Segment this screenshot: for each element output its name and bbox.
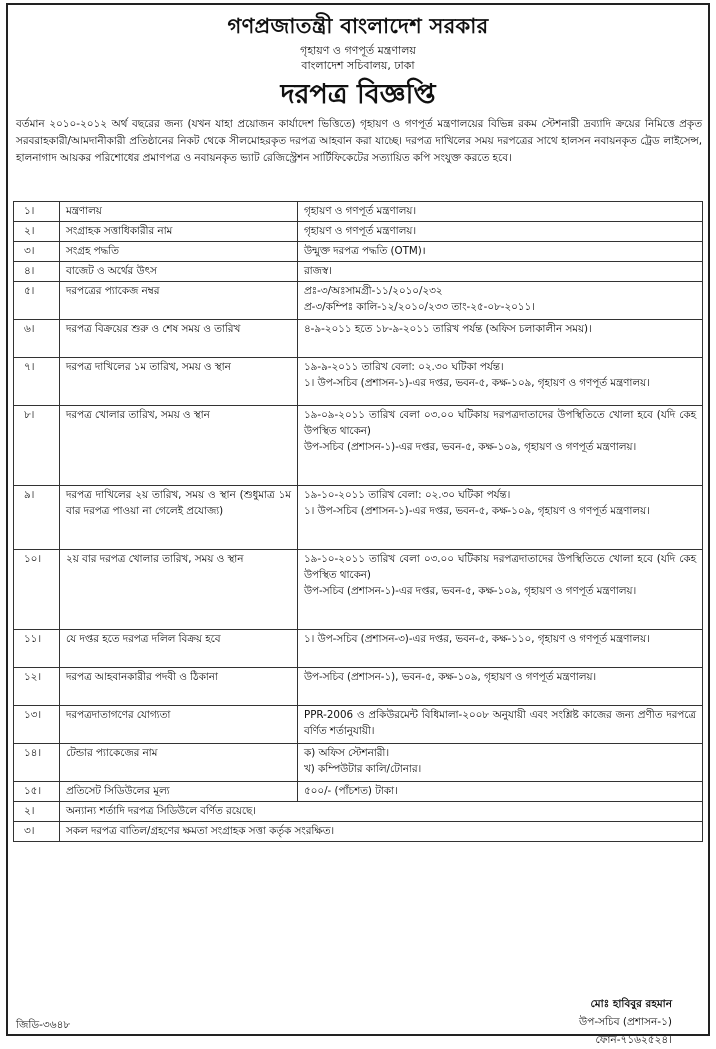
row-value: ১৯-০৯-২০১১ তারিখ বেলা ০৩.০০ ঘটিকায় দরপত্রদাতাদের উপস্থিতিতে খোলা হবে (যদি কেহ উপস্থিত থাকেন) উপ-সচিব (প্রশাসন-১)-এর দপ্তর, ভবন-৫, কক্ষ-১০৯, গৃহায়ণ ও গণপূর্ত মন্ত্রণালয়।	[298, 406, 703, 486]
note-row	[14, 802, 703, 822]
table-row	[14, 630, 703, 668]
row-item: প্রতিসেট সিডিউলের মূল্য	[60, 782, 298, 802]
table-row	[14, 202, 703, 222]
row-number: ৯।	[14, 486, 60, 550]
row-number: ৮।	[14, 406, 60, 486]
row-value: PPR-2006 ও প্রকিউরমেন্ট বিধিমালা-২০০৮ অনুযায়ী এবং সংশ্লিষ্ট কাজের জন্য প্রণীত দরপত্রে বর্ণিত শর্তানুযায়ী।	[298, 706, 703, 744]
note-number: ২।	[14, 802, 60, 822]
row-number: ৬।	[14, 320, 60, 358]
table-row	[14, 262, 703, 282]
row-number: ৫।	[14, 282, 60, 320]
row-item: সংগ্রহ পদ্ধতি	[60, 242, 298, 262]
note-text: অন্যান্য শর্তাদি দরপত্র সিডিউলে বর্ণিত রয়েছে।	[60, 802, 703, 822]
row-number: ১।	[14, 202, 60, 222]
row-item: দরপত্র বিক্রয়ের শুরু ও শেষ সময় ও তারিখ	[60, 320, 298, 358]
table-row	[14, 744, 703, 782]
table-row	[14, 222, 703, 242]
row-value: ১। উপ-সচিব (প্রশাসন-৩)-এর দপ্তর, ভবন-৫, কক্ষ-১১০, গৃহায়ণ ও গণপূর্ত মন্ত্রণালয়।	[298, 630, 703, 668]
row-item: সংগ্রাহক সত্তাধিকারীর নাম	[60, 222, 298, 242]
note-number: ৩।	[14, 822, 60, 842]
signatory-phone: ফোন-৭১৬২৫২৪।	[595, 1034, 672, 1046]
row-item: বাজেট ও অর্থের উৎস	[60, 262, 298, 282]
row-item: মন্ত্রণালয়	[60, 202, 298, 222]
table-row	[14, 282, 703, 320]
table-row	[14, 242, 703, 262]
row-value: গৃহায়ণ ও গণপূর্ত মন্ত্রণালয়।	[298, 222, 703, 242]
notice-header	[8, 13, 708, 113]
row-item: টেন্ডার প্যাকেজের নাম	[60, 744, 298, 782]
row-number: ১৫।	[14, 782, 60, 802]
table-row	[14, 406, 703, 486]
intro-paragraph: বর্তমান ২০১০-২০১২ অর্থ বছরের জন্য (যখন যাহা প্রয়োজন কার্যাদেশ ভিত্তিতে) গৃহায়ণ ও গণপূর্ত মন্ত্রণালয়ের বিভিন্ন রকম স্টেশনারী দ্রব্যাদি ক্রয়ের নিমিত্তে প্রকৃত সরবরাহকারী/আমদানীকারী প্রতিষ্ঠানের নিকট থেকে সীলমোহরকৃত দরপত্র আহবান করা যাচ্ছে। দরপত্র দাখিলের সময় দরপত্রের সাথে হালসন নবায়নকৃত ট্রেড লাইসেন্স, হালনাগাদ আয়কর পরিশোধের প্রমাণপত্র ও নবায়নকৃত ভ্যাট রেজিস্ট্রেশন সার্টিফিকেটের সত্যায়িত কপি সংযুক্ত করতে হবে।	[16, 118, 702, 164]
row-item: দরপত্র দাখিলের ১ম তারিখ, সময় ও স্থান	[60, 358, 298, 406]
gd-reference: জিডি-৩৬৪৮	[16, 1019, 71, 1031]
tender-details-table	[13, 201, 703, 842]
row-item: দরপত্র দাখিলের ২য় তারিখ, সময় ও স্থান (শুধুমাত্র ১ম বার দরপত্র পাওয়া না গেলেই প্রযোজ্য)	[60, 486, 298, 550]
table-row	[14, 358, 703, 406]
signatory-name: মোঃ হাবিবুর রহমান	[590, 998, 672, 1010]
row-value: ১৯-১০-২০১১ তারিখ বেলা ০৩.০০ ঘটিকায় দরপত্রদাতাদের উপস্থিতিতে খোলা হবে (যদি কেহ উপস্থিত থাকেন) উপ-সচিব (প্রশাসন-১)-এর দপ্তর, ভবন-৫, কক্ষ-১০৯, গৃহায়ণ ও গণপূর্ত মন্ত্রণালয়।	[298, 550, 703, 630]
row-value: ১৯-৯-২০১১ তারিখ বেলা: ০২.৩০ ঘটিকা পর্যন্ত। ১। উপ-সচিব (প্রশাসন-১)-এর দপ্তর, ভবন-৫, কক্ষ-১০৯, গৃহায়ণ ও গণপূর্ত মন্ত্রণালয়।	[298, 358, 703, 406]
row-item: দরপত্র খোলার তারিখ, সময় ও স্থান	[60, 406, 298, 486]
row-value: রাজস্ব।	[298, 262, 703, 282]
row-item: দরপত্রদাতাগণের যোগ্যতা	[60, 706, 298, 744]
row-value: ১৯-১০-২০১১ তারিখ বেলা: ০২.৩০ ঘটিকা পর্যন্ত। ১। উপ-সচিব (প্রশাসন-১)-এর দপ্তর, ভবন-৫, কক্ষ-১০৯, গৃহায়ণ ও গণপূর্ত মন্ত্রণালয়।	[298, 486, 703, 550]
row-value: ৪-৯-২০১১ হতে ১৮-৯-২০১১ তারিখ পর্যন্ত (অফিস চলাকালীন সময়)।	[298, 320, 703, 358]
table-row	[14, 320, 703, 358]
row-item: দরপত্র আহবানকারীর পদবী ও ঠিকানা	[60, 668, 298, 706]
table-row	[14, 668, 703, 706]
table-row	[14, 550, 703, 630]
ministry-location: বাংলাদেশ সচিবালয়, ঢাকা	[301, 59, 415, 72]
ministry-name: গৃহায়ণ ও গণপূর্ত মন্ত্রণালয়	[300, 44, 416, 57]
row-value: উন্মুক্ত দরপত্র পদ্ধতি (OTM)।	[298, 242, 703, 262]
row-item: দরপত্রের প্যাকেজ নম্বর	[60, 282, 298, 320]
row-number: ১০।	[14, 550, 60, 630]
table-row	[14, 782, 703, 802]
row-item: যে দপ্তর হতে দরপত্র দলিল বিক্রয় হবে	[60, 630, 298, 668]
note-text: সকল দরপত্র বাতিল/গ্রহণের ক্ষমতা সংগ্রাহক সত্তা কর্তৃক সংরক্ষিত।	[60, 822, 703, 842]
row-number: ১১।	[14, 630, 60, 668]
row-number: ৪।	[14, 262, 60, 282]
row-value: উপ-সচিব (প্রশাসন-১), ভবন-৫, কক্ষ-১০৯, গৃহায়ণ ও গণপূর্ত মন্ত্রণালয়।	[298, 668, 703, 706]
note-row	[14, 822, 703, 842]
signature-block	[579, 995, 672, 1049]
table-row	[14, 486, 703, 550]
row-number: ২।	[14, 222, 60, 242]
tender-notice-page	[6, 3, 710, 1046]
row-value: প্রঃ-৩/অঃসামগ্রী-১১/২০১০/২৩২ প্র-৩/কম্পিঃ কালি-১২/২০১০/২৩৩ তাং-২৫-০৮-২০১১।	[298, 282, 703, 320]
table-row	[14, 706, 703, 744]
row-value: গৃহায়ণ ও গণপূর্ত মন্ত্রণালয়।	[298, 202, 703, 222]
row-number: ১২।	[14, 668, 60, 706]
notice-title: দরপত্র বিজ্ঞপ্তি	[280, 79, 436, 110]
row-value: ৫০০/- (পাঁচশত) টাকা।	[298, 782, 703, 802]
government-name: গণপ্রজাতন্ত্রী বাংলাদেশ সরকার	[227, 14, 489, 38]
row-value: ক) অফিস স্টেশনারী। খ) কম্পিউটার কালি/টোনার।	[298, 744, 703, 782]
row-number: ১৩।	[14, 706, 60, 744]
row-number: ৩।	[14, 242, 60, 262]
row-item: ২য় বার দরপত্র খোলার তারিখ, সময় ও স্থান	[60, 550, 298, 630]
signatory-designation: উপ-সচিব (প্রশাসন-১)	[579, 1016, 672, 1028]
row-number: ৭।	[14, 358, 60, 406]
row-number: ১৪।	[14, 744, 60, 782]
